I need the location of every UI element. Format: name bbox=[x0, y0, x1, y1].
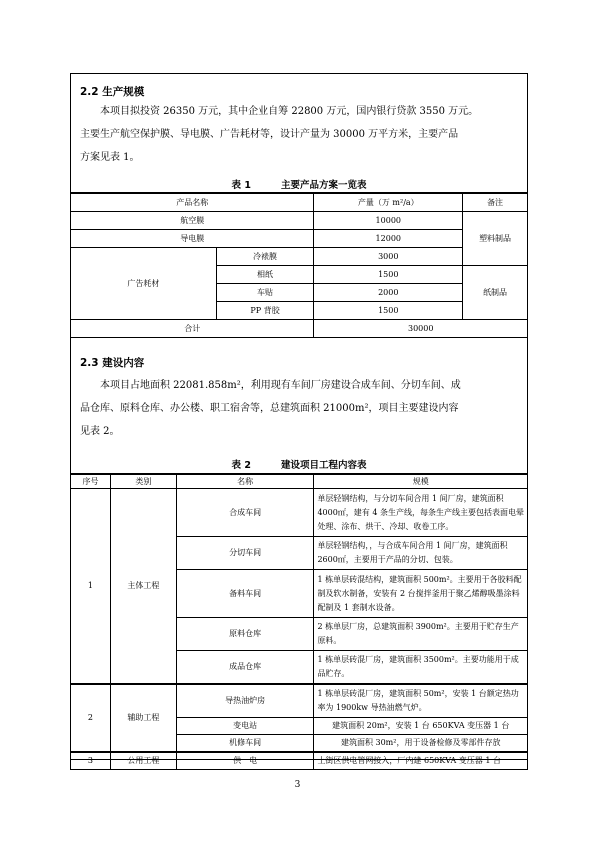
row-scale: 建筑面积 30m²，用于设备检修及零部件存放 bbox=[314, 735, 528, 753]
header-output: 产量（万 m²/a） bbox=[314, 193, 463, 212]
product-qty: 1500 bbox=[314, 302, 463, 320]
row-name: 备料车间 bbox=[176, 570, 314, 618]
header-scale: 规模 bbox=[314, 474, 528, 489]
product-qty: 12000 bbox=[314, 230, 463, 248]
row-scale: 1 栋单层砖混结构，建筑面积 500m²。主要用于各胶料配制及软水制备，安装有 2 台搅拌釜用于聚乙烯醇吸墨涂料配制及 1 套制水设备。 bbox=[314, 570, 528, 618]
row-scale: 1 栋单层砖混厂房，建筑面积 3500m²。主要功能用于成品贮存。 bbox=[314, 651, 528, 685]
row-name: 供 电 bbox=[176, 752, 314, 770]
table1-caption bbox=[70, 177, 528, 191]
table-header-row bbox=[71, 193, 528, 212]
paragraph-line: 品仓库、原料仓库、办公楼、职工宿舍等，总建筑面积 21000m²，项目主要建设内容 bbox=[80, 403, 459, 414]
row-name: 原料仓库 bbox=[176, 618, 314, 651]
row-category: 公用工程 bbox=[110, 752, 176, 770]
row-scale: 单层轻钢结构，与分切车间合用 1 间厂房，建筑面积 4000㎡，建有 4 条生产线，每条生产线主要包括表面电晕处理、涂布、烘干、冷却、收卷工序。 bbox=[314, 489, 528, 537]
row-name: 合成车间 bbox=[176, 489, 314, 537]
table1-caption-number: 表 1 bbox=[231, 180, 251, 191]
row-name: 成品仓库 bbox=[176, 651, 314, 685]
row-category: 主体工程 bbox=[110, 489, 176, 685]
product-group: 广告耗材 bbox=[71, 248, 217, 320]
header-name: 名称 bbox=[176, 474, 314, 489]
row-scale: 单层轻钢结构，，与合成车间合用 1 间厂房，建筑面积 2600㎡，主要用于产品的分切、包装。 bbox=[314, 537, 528, 570]
total-label: 合计 bbox=[71, 320, 314, 338]
section-2-2-paragraph bbox=[80, 100, 518, 169]
row-scale: 2 栋单层厂房，总建筑面积 3900m²。主要用于贮存生产原料。 bbox=[314, 618, 528, 651]
paragraph-line: 方案见表 1。 bbox=[80, 152, 140, 163]
row-index: 3 bbox=[71, 752, 111, 770]
row-name: 分切车间 bbox=[176, 537, 314, 570]
paragraph-line: 本项目拟投资 26350 万元，其中企业自筹 22800 万元，国内银行贷款 3550 万元。 bbox=[100, 106, 479, 117]
table-row bbox=[71, 248, 528, 266]
table-row bbox=[71, 212, 528, 230]
header-product-name: 产品名称 bbox=[71, 193, 314, 212]
row-name: 机修车间 bbox=[176, 735, 314, 753]
table-header-row bbox=[71, 474, 528, 489]
product-name: 导电膜 bbox=[71, 230, 314, 248]
product-name: 相纸 bbox=[216, 266, 314, 284]
table1-caption-title: 主要产品方案一览表 bbox=[280, 180, 367, 191]
product-name: 车贴 bbox=[216, 284, 314, 302]
table2-caption-title: 建设项目工程内容表 bbox=[280, 460, 367, 471]
table-row bbox=[71, 752, 528, 770]
product-qty: 2000 bbox=[314, 284, 463, 302]
product-qty: 10000 bbox=[314, 212, 463, 230]
construction-table bbox=[70, 473, 528, 770]
section-2-3-paragraph bbox=[80, 374, 518, 443]
product-table bbox=[70, 192, 528, 338]
product-qty: 1500 bbox=[314, 266, 463, 284]
table2-caption-number: 表 2 bbox=[231, 460, 251, 471]
header-remark: 备注 bbox=[463, 193, 528, 212]
section-heading-2-2: 2.2 生产规模 bbox=[80, 86, 145, 98]
page-number: 3 bbox=[294, 780, 301, 790]
table-row bbox=[71, 230, 528, 248]
table2-caption bbox=[70, 457, 528, 471]
table-row bbox=[71, 489, 528, 537]
header-category: 类别 bbox=[110, 474, 176, 489]
row-category: 辅助工程 bbox=[110, 684, 176, 752]
product-name: PP 背胶 bbox=[216, 302, 314, 320]
product-name: 航空膜 bbox=[71, 212, 314, 230]
row-scale: 上街区供电管网接入，厂内建 650KVA 变压器 1 台 bbox=[314, 752, 528, 770]
section-heading-2-3: 2.3 建设内容 bbox=[80, 357, 145, 369]
table-total-row bbox=[71, 320, 528, 338]
row-index: 2 bbox=[71, 684, 111, 752]
row-index: 1 bbox=[71, 489, 111, 685]
paragraph-line: 主要生产航空保护膜、导电膜、广告耗材等，设计产量为 30000 万平方米，主要产品 bbox=[80, 129, 459, 140]
product-remark: 纸制品 bbox=[463, 266, 528, 320]
row-name: 变电站 bbox=[176, 718, 314, 735]
header-index: 序号 bbox=[71, 474, 111, 489]
row-scale: 1 栋单层砖混厂房，建筑面积 50m²，安装 1 台额定热功率为 1900kw 导热油燃气炉。 bbox=[314, 684, 528, 718]
product-name: 冷裱膜 bbox=[216, 248, 314, 266]
row-name: 导热油炉房 bbox=[176, 684, 314, 718]
table-row bbox=[71, 684, 528, 718]
paragraph-line: 见表 2。 bbox=[80, 426, 120, 437]
paragraph-line: 本项目占地面积 22081.858m²，利用现有车间厂房建设合成车间、分切车间、成 bbox=[100, 380, 461, 391]
product-qty: 3000 bbox=[314, 248, 463, 266]
total-qty: 30000 bbox=[314, 320, 528, 338]
row-scale: 建筑面积 20m²，安装 1 台 650KVA 变压器 1 台 bbox=[314, 718, 528, 735]
product-remark: 塑料制品 bbox=[463, 212, 528, 266]
